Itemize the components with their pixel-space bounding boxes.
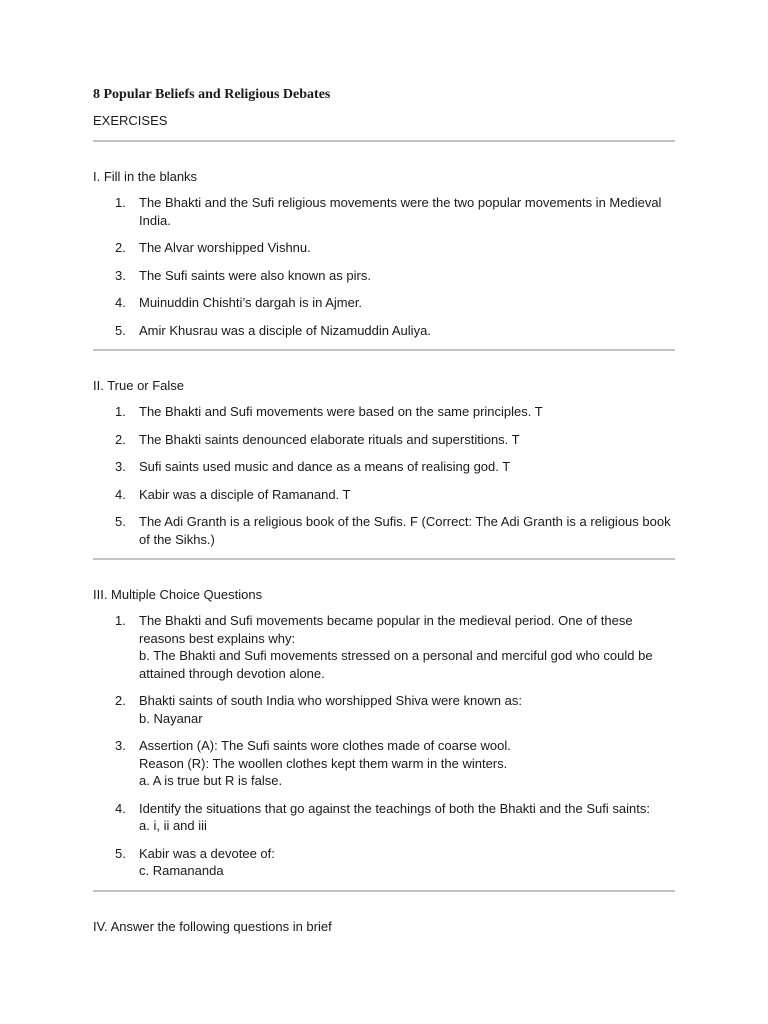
item-number: 5. <box>115 322 126 338</box>
item-text: The Bhakti saints denounced elaborate rituals and superstitions. T <box>139 431 520 447</box>
section-fill-in-blanks <box>93 168 675 351</box>
item-number: 2. <box>115 431 126 447</box>
item-text: The Bhakti and the Sufi religious movements were the two popular movements in Medieval India. <box>139 195 662 228</box>
item-number: 4. <box>115 800 126 816</box>
divider <box>93 349 675 351</box>
item-text: Muinuddin Chishti’s dargah is in Ajmer. <box>139 295 363 310</box>
divider <box>93 140 675 142</box>
list-item <box>93 612 675 682</box>
item-number: 5. <box>115 845 126 861</box>
item-number: 1. <box>115 404 126 419</box>
divider <box>93 558 675 560</box>
question-text: Bhakti saints of south India who worshipped Shiva were known as: <box>139 693 522 708</box>
section-true-or-false <box>93 377 675 560</box>
question-text: Assertion (A): The Sufi saints wore clothes made of coarse wool. <box>139 738 511 753</box>
divider <box>93 890 675 892</box>
list-item <box>93 692 675 727</box>
section-short-answers <box>93 918 675 936</box>
exercises-heading: EXERCISES <box>93 113 168 128</box>
list-item <box>93 513 675 548</box>
reason-text: Reason (R): The woollen clothes kept them warm in the winters. <box>139 755 508 771</box>
item-number: 3. <box>115 738 126 753</box>
item-number: 3. <box>115 459 126 474</box>
item-number: 1. <box>115 195 126 210</box>
list-item <box>93 294 675 312</box>
chapter-title: 8 Popular Beliefs and Religious Debates <box>93 87 331 102</box>
item-number: 5. <box>115 514 126 529</box>
question-text: Kabir was a devotee of: <box>139 845 275 861</box>
answer-text: a. A is true but R is false. <box>139 773 283 788</box>
item-number: 3. <box>115 267 126 283</box>
answer-text: b. Nayanar <box>139 710 203 726</box>
item-number: 4. <box>115 295 126 310</box>
item-text: The Alvar worshipped Vishnu. <box>139 240 311 255</box>
list-item <box>93 322 675 340</box>
section-heading: I. Fill in the blanks <box>93 169 198 184</box>
list-item <box>93 403 675 421</box>
question-text: Identify the situations that go against the teachings of both the Bhakti and the Sufi saints: <box>139 800 650 816</box>
item-text: The Bhakti and Sufi movements were based on the same principles. T <box>139 404 543 419</box>
list-item <box>93 458 675 476</box>
answer-text: a. i, ii and iii <box>139 818 207 833</box>
question-text: The Bhakti and Sufi movements became popular in the medieval period. One of these reasons best explains why: <box>139 613 633 646</box>
answer-text: b. The Bhakti and Sufi movements stressed on a personal and merciful god who could be attained through devotion alone. <box>139 648 653 681</box>
section-heading: II. True or False <box>93 378 185 393</box>
item-text: Sufi saints used music and dance as a means of realising god. T <box>139 459 511 474</box>
item-number: 2. <box>115 693 126 708</box>
item-number: 4. <box>115 486 126 502</box>
list-item <box>93 737 675 790</box>
document-content <box>93 86 675 936</box>
answer-text: c. Ramananda <box>139 863 224 878</box>
section-heading: III. Multiple Choice Questions <box>93 587 263 602</box>
item-number: 1. <box>115 613 126 628</box>
section-heading: IV. Answer the following questions in brief <box>93 918 332 934</box>
question-list <box>93 194 675 339</box>
item-text: Amir Khusrau was a disciple of Nizamuddin Auliya. <box>139 322 431 338</box>
question-list <box>93 403 675 548</box>
list-item <box>93 845 675 880</box>
item-text: The Sufi saints were also known as pirs. <box>139 267 371 283</box>
list-item <box>93 267 675 285</box>
section-multiple-choice <box>93 586 675 892</box>
item-text: Kabir was a disciple of Ramanand. T <box>139 486 351 502</box>
list-item <box>93 194 675 229</box>
list-item <box>93 431 675 449</box>
item-number: 2. <box>115 240 126 255</box>
list-item <box>93 239 675 257</box>
list-item <box>93 486 675 504</box>
question-list <box>93 612 675 880</box>
list-item <box>93 800 675 835</box>
item-text: The Adi Granth is a religious book of the Sufis. F (Correct: The Adi Granth is a religious book of the Sikhs.) <box>139 514 671 547</box>
